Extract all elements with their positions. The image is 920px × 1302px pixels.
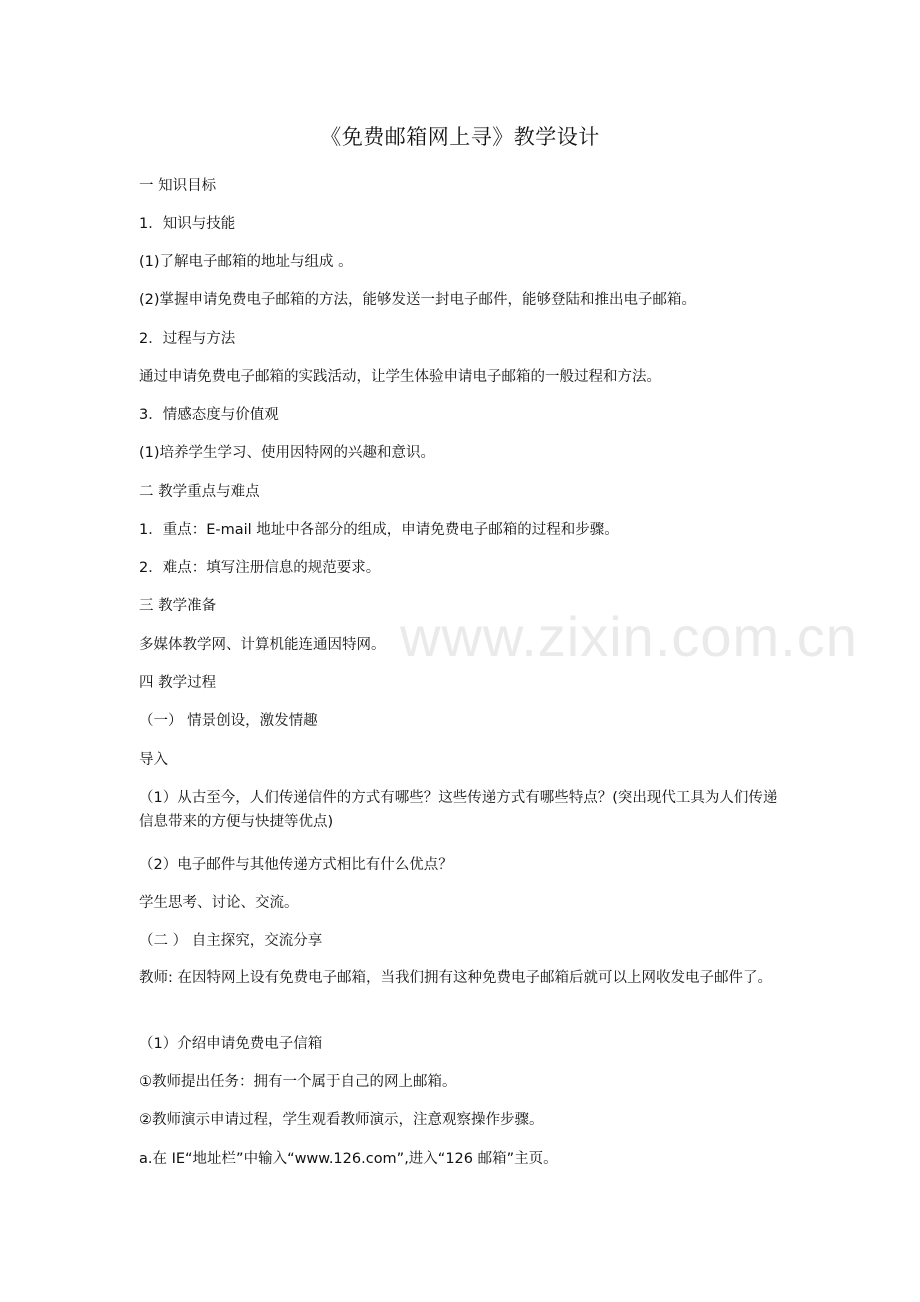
paragraph: 通过申请免费电子邮箱的实践活动，让学生体验申请电子邮箱的一般过程和方法。 <box>139 369 661 385</box>
subheading-attitude-values: 3．情感态度与价值观 <box>139 407 279 423</box>
paragraph: (1)培养学生学习、使用因特网的兴趣和意识。 <box>139 445 436 461</box>
heading-teaching-process: 四 教学过程 <box>139 675 217 691</box>
subheading-knowledge-skills: 1．知识与技能 <box>139 216 236 232</box>
paragraph: 2．难点：填写注册信息的规范要求。 <box>139 560 381 576</box>
paragraph: a.在 IE“地址栏”中输入“www.126.com”,进入“126 邮箱”主页。 <box>139 1151 558 1167</box>
paragraph: 1．重点：E-mail 地址中各部分的组成，申请免费电子邮箱的过程和步骤。 <box>139 522 619 538</box>
paragraph: （1）介绍申请免费电子信箱 <box>139 1036 323 1052</box>
subheading-inquiry: （二 ） 自主探究，交流分享 <box>139 933 323 949</box>
subheading-process-methods: 2．过程与方法 <box>139 331 236 347</box>
paragraph: (2)掌握申请免费电子邮箱的方法，能够发送一封电子邮件，能够登陆和推出电子邮箱。 <box>139 292 697 308</box>
heading-key-points: 二 教学重点与难点 <box>139 484 260 500</box>
paragraph: ①教师提出任务：拥有一个属于自己的网上邮箱。 <box>139 1074 457 1090</box>
heading-preparation: 三 教学准备 <box>139 598 217 614</box>
paragraph: ②教师演示申请过程，学生观看教师演示，注意观察操作步骤。 <box>139 1112 544 1128</box>
heading-knowledge-goals: 一 知识目标 <box>139 178 217 194</box>
document-title: 《免费邮箱网上寻》教学设计 <box>320 125 600 149</box>
paragraph: （2）电子邮件与其他传递方式相比有什么优点？ <box>139 857 453 873</box>
paragraph: 学生思考、讨论、交流。 <box>139 895 299 911</box>
subheading-scenario: （一） 情景创设，激发情趣 <box>139 713 318 729</box>
paragraph: （1）从古至今，人们传递信件的方式有哪些？这些传递方式有哪些特点？(突出现代工具为人们传递信息带来的方便与快捷等优点) <box>139 790 778 830</box>
paragraph: 导入 <box>139 752 168 768</box>
paragraph: (1)了解电子邮箱的地址与组成 。 <box>139 254 353 270</box>
watermark-text: www.zixin.com.cn <box>400 605 858 668</box>
paragraph: 教师: 在因特网上设有免费电子邮箱，当我们拥有这种免费电子邮箱后就可以上网收发电子邮件了。 <box>139 970 772 986</box>
paragraph: 多媒体教学网、计算机能连通因特网。 <box>139 637 386 653</box>
